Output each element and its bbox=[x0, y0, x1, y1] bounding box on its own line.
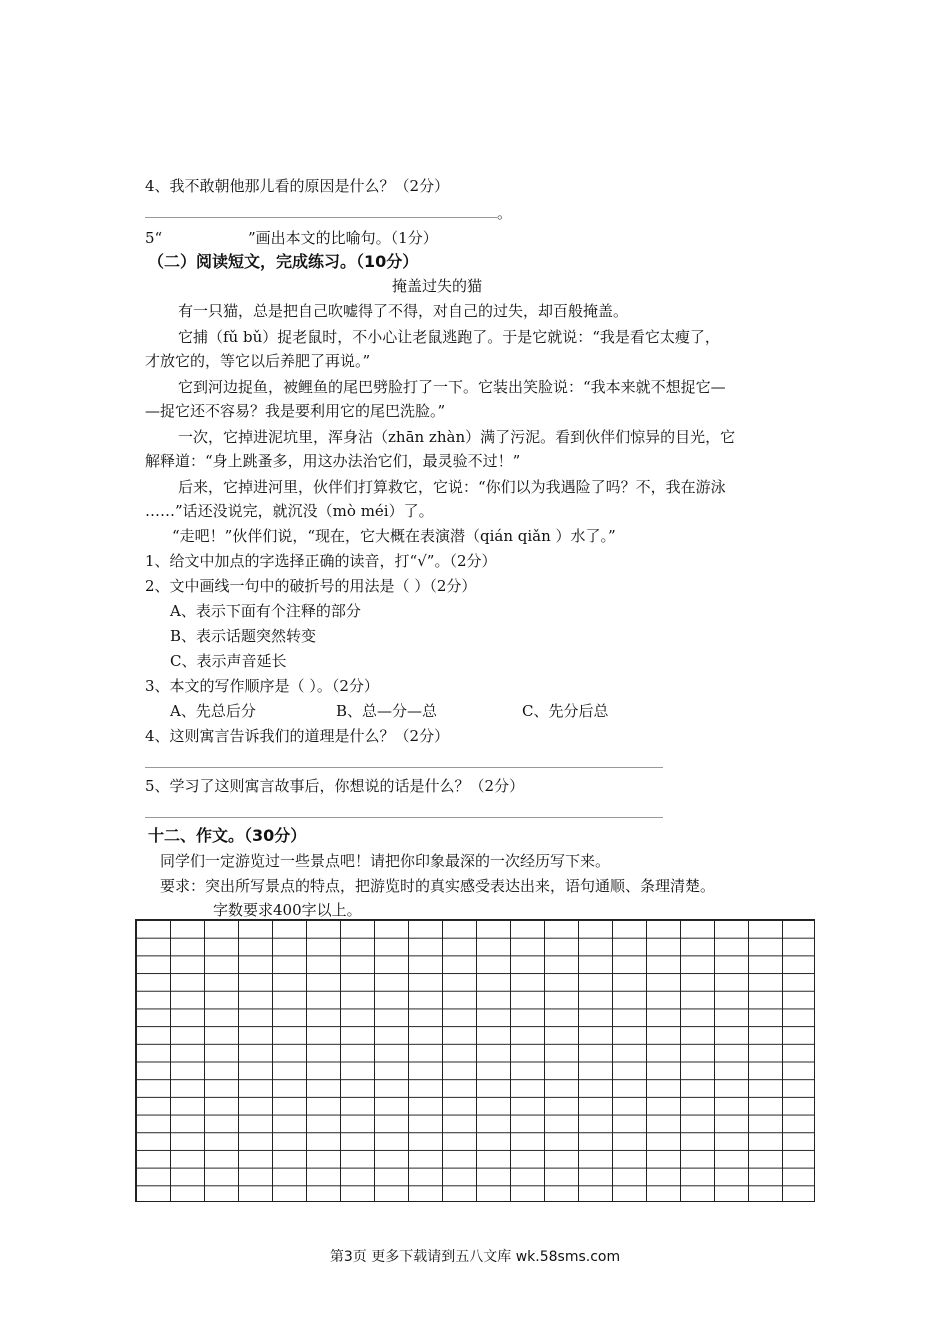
essay-intro: 同学们一定游览过一些景点吧！请把你印象最深的一次经历写下来。 bbox=[160, 852, 611, 870]
page-footer: 第3页 更多下载请到五八文库 wk.58sms.com bbox=[329, 1249, 621, 1265]
section-heading-reading: （二）阅读短文，完成练习。（10分） bbox=[148, 252, 419, 271]
passage-title: 掩盖过失的猫 bbox=[392, 277, 483, 295]
reading-question-2: 2、文中画线一句中的破折号的用法是（ ）（2分） bbox=[145, 577, 477, 595]
passage-paragraph: 有一只猫，总是把自己吹嘘得了不得，对自己的过失，却百般掩盖。 bbox=[178, 302, 629, 320]
essay-requirement: 要求：突出所写景点的特点，把游览时的真实感受表达出来，语句通顺、条理清楚。 bbox=[160, 877, 716, 895]
answer-line[interactable] bbox=[145, 217, 497, 218]
answer-line-end: 。 bbox=[497, 204, 513, 222]
reading-question-1: 1、给文中加点的字选择正确的读音，打“√”。（2分） bbox=[145, 552, 497, 570]
answer-line[interactable] bbox=[145, 817, 663, 818]
answer-line[interactable] bbox=[145, 767, 663, 768]
section-heading-essay: 十二、作文。（30分） bbox=[148, 826, 307, 845]
reading-question-4: 4、这则寓言告诉我们的道理是什么？（2分） bbox=[145, 727, 450, 745]
passage-paragraph: 后来，它掉进河里，伙伴们打算救它，它说：“你们以为我遇险了吗？不，我在游泳 bbox=[178, 478, 726, 496]
passage-paragraph: 它到河边捉鱼，被鲤鱼的尾巴劈脸打了一下。它装出笑脸说：“我本来就不想捉它— bbox=[178, 378, 726, 396]
passage-paragraph: 一次，它掉进泥坑里，浑身沾（zhān zhàn）满了污泥。看到伙伴们惊异的目光，它 bbox=[178, 428, 736, 446]
essay-word-count: 字数要求400字以上。 bbox=[213, 901, 362, 919]
reading-question-3: 3、本文的写作顺序是（ ）。（2分） bbox=[145, 677, 379, 695]
question-4-text: 4、我不敢朝他那儿看的原因是什么？（2分） bbox=[145, 177, 450, 195]
option-c: C、表示声音延长 bbox=[170, 652, 287, 670]
reading-question-5: 5、学习了这则寓言故事后，你想说的话是什么？（2分） bbox=[145, 777, 525, 795]
passage-paragraph: —捉它还不容易？我是要利用它的尾巴洗脸。” bbox=[145, 402, 446, 420]
passage-paragraph: ……”话还没说完，就沉没（mò méi）了。 bbox=[145, 502, 434, 520]
passage-paragraph: “走吧！”伙伴们说，“现在，它大概在表演潜（qián qiǎn ）水了。” bbox=[172, 527, 616, 545]
option-b: B、表示话题突然转变 bbox=[170, 627, 317, 645]
question-5-text: ”画出本文的比喻句。（1分） bbox=[248, 229, 438, 247]
passage-paragraph: 解释道：“身上跳蚤多，用这办法治它们，最灵验不过！” bbox=[145, 452, 521, 470]
question-5-prefix: 5“ bbox=[145, 229, 163, 247]
passage-paragraph: 它捕（fǔ bǔ）捉老鼠时，不小心让老鼠逃跑了。于是它就说：“我是看它太瘦了， bbox=[178, 328, 720, 346]
option-a: A、表示下面有个注释的部分 bbox=[170, 602, 361, 620]
option-b: B、总—分—总 bbox=[336, 702, 438, 720]
option-c: C、先分后总 bbox=[522, 702, 609, 720]
essay-writing-grid[interactable] bbox=[135, 919, 815, 1202]
passage-paragraph: 才放它的，等它以后养肥了再说。” bbox=[145, 352, 371, 370]
option-a: A、先总后分 bbox=[170, 702, 256, 720]
